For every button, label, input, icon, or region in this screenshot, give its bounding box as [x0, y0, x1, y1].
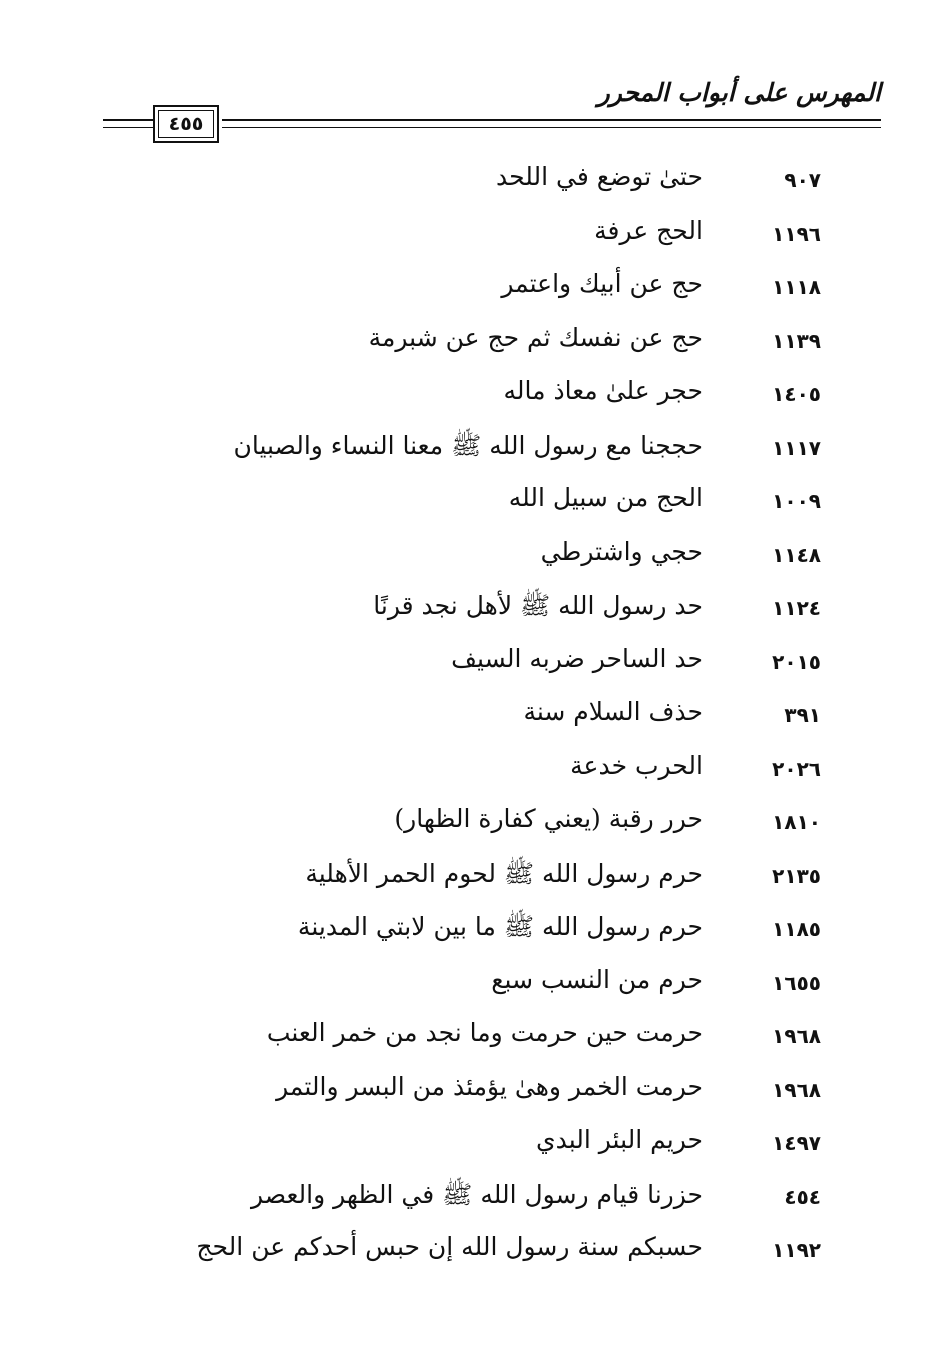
entry-text: حزرنا قيام رسول الله ﷺ في الظهر والعصر — [250, 1179, 703, 1209]
entry-text: حد الساحر ضربه السيف — [451, 643, 703, 673]
index-entry — [0, 588, 929, 642]
header-rule — [103, 127, 153, 128]
entry-text: حرمت الخمر وهىٰ يؤمئذ من البسر والتمر — [276, 1071, 703, 1101]
index-entry — [0, 1123, 929, 1177]
entry-text: حذف السلام سنة — [523, 697, 703, 726]
entry-text: حريم البئر البدي — [536, 1125, 703, 1154]
index-entry — [0, 214, 929, 268]
entry-number: ١١٩٦ — [772, 221, 821, 246]
index-entries — [0, 160, 929, 1284]
entry-number: ١١٢٤ — [772, 596, 821, 620]
entry-number: ١١٣٩ — [772, 328, 821, 353]
entry-number: ١٠٠٩ — [772, 489, 821, 513]
header-rule — [222, 127, 881, 128]
entry-number: ٤٥٤ — [784, 1184, 821, 1209]
index-entry — [0, 1177, 929, 1231]
entry-text: حج عن نفسك ثم حج عن شبرمة — [368, 322, 703, 352]
index-entry — [0, 749, 929, 803]
entry-text: حسبكم سنة رسول الله إن حبس أحدكم عن الحج — [196, 1232, 703, 1261]
entry-number: ١٩٦٨ — [772, 1077, 821, 1102]
index-entry — [0, 802, 929, 856]
entry-text: حرمت حين حرمت وما نجد من خمر العنب — [266, 1018, 703, 1047]
index-entry — [0, 963, 929, 1017]
entry-number: ١٩٦٨ — [772, 1024, 821, 1048]
header-rule — [222, 119, 881, 121]
page-number-box — [153, 105, 219, 143]
entry-text: حجر علىٰ معاذ ماله — [503, 376, 703, 405]
index-entry — [0, 909, 929, 963]
index-entry — [0, 374, 929, 428]
entry-number: ٩٠٧ — [784, 168, 821, 192]
index-entry — [0, 1070, 929, 1124]
entry-number: ١١٩٢ — [772, 1238, 821, 1262]
index-entry — [0, 1230, 929, 1284]
index-entry — [0, 428, 929, 482]
entry-text: الحرب خدعة — [570, 750, 703, 780]
entry-text: الحج عرفة — [594, 215, 703, 245]
index-entry — [0, 1016, 929, 1070]
entry-number: ١٤٠٥ — [772, 382, 821, 406]
index-entry — [0, 481, 929, 535]
entry-number: ٣٩١ — [784, 703, 821, 727]
entry-text: حرر رقبة (يعني كفارة الظهار) — [394, 804, 703, 833]
entry-number: ١١١٨ — [772, 275, 821, 299]
index-entry — [0, 267, 929, 321]
entry-text: حد رسول الله ﷺ لأهل نجد قرنًا — [373, 591, 703, 620]
entry-text: حتىٰ توضع في اللحد — [496, 162, 703, 191]
entry-number: ١٤٩٧ — [772, 1131, 821, 1155]
index-entry — [0, 642, 929, 696]
index-entry — [0, 535, 929, 589]
entry-number: ١٦٥٥ — [772, 970, 821, 995]
running-header-title: المهرس على أبواب المحرر — [597, 78, 881, 107]
entry-text: حججنا مع رسول الله ﷺ معنا النساء والصبيان — [233, 430, 703, 460]
entry-number: ١٨١٠ — [772, 810, 821, 834]
entry-number: ١١٤٨ — [772, 542, 821, 567]
index-entry — [0, 160, 929, 214]
entry-text: حجي واشترطي — [540, 536, 703, 566]
entry-number: ٢٠٢٦ — [772, 756, 821, 781]
entry-text: حرم من النسب سبع — [491, 964, 703, 994]
entry-number: ١١١٧ — [772, 435, 821, 460]
entry-number: ٢٠١٥ — [772, 649, 821, 674]
index-entry — [0, 695, 929, 749]
entry-number: ١١٨٥ — [772, 917, 821, 941]
header-rule — [103, 119, 153, 121]
entry-text: الحج من سبيل الله — [508, 483, 703, 512]
entry-text: حرم رسول الله ﷺ لحوم الحمر الأهلية — [305, 858, 703, 888]
page-number: ٤٥٥ — [168, 113, 204, 135]
index-entry — [0, 321, 929, 375]
entry-number: ٢١٣٥ — [772, 863, 821, 888]
entry-text: حج عن أبيك واعتمر — [501, 269, 703, 298]
entry-text: حرم رسول الله ﷺ ما بين لابتي المدينة — [297, 912, 703, 941]
index-entry — [0, 856, 929, 910]
